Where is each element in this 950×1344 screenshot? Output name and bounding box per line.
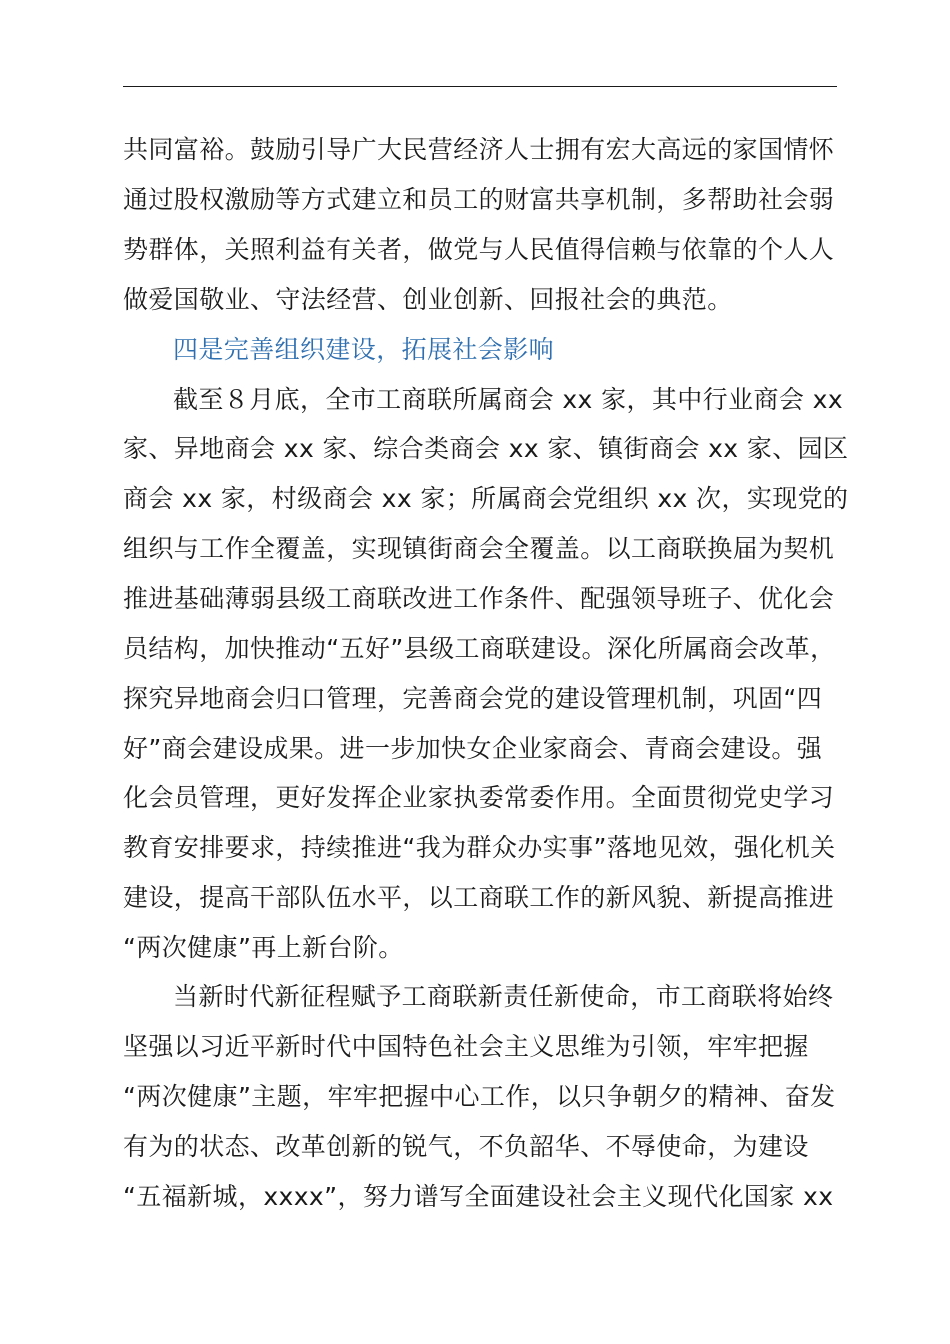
paragraph-line: 坚强以习近平新时代中国特色社会主义思维为引领，牢牢把握 bbox=[123, 1032, 809, 1061]
paragraph-line: 好”商会建设成果。进一步加快女企业家商会、青商会建设。强 bbox=[123, 734, 823, 763]
paragraph-line: 截至８月底，全市工商联所属商会 xx 家，其中行业商会 xx bbox=[173, 385, 844, 414]
paragraph-line: 家、异地商会 xx 家、综合类商会 xx 家、镇街商会 xx 家、园区 bbox=[123, 434, 849, 463]
paragraph-line: 化会员管理，更好发挥企业家执委常委作用。全面贯彻党史学习 bbox=[123, 783, 835, 812]
paragraph-line: 组织与工作全覆盖，实现镇街商会全覆盖。以工商联换届为契机 bbox=[123, 534, 835, 563]
paragraph-line: 建设，提高干部队伍水平，以工商联工作的新风貌、新提高推进 bbox=[123, 883, 835, 912]
paragraph-line: 员结构，加快推动“五好”县级工商联建设。深化所属商会改革， bbox=[123, 634, 836, 663]
paragraph-line: 商会 xx 家，村级商会 xx 家；所属商会党组织 xx 次，实现党的 bbox=[123, 484, 849, 513]
section-heading: 四是完善组织建设，拓展社会影响 bbox=[173, 335, 555, 364]
paragraph-line: 有为的状态、改革创新的锐气，不负韶华、不辱使命，为建设 bbox=[123, 1132, 809, 1161]
paragraph-line: 通过股权激励等方式建立和员工的财富共享机制，多帮助社会弱 bbox=[123, 185, 835, 214]
paragraph-line: 探究异地商会归口管理，完善商会党的建设管理机制，巩固“四 bbox=[123, 684, 823, 713]
paragraph-line: 教育安排要求，持续推进“我为群众办实事”落地见效，强化机关 bbox=[123, 833, 836, 862]
paragraph-line: 当新时代新征程赋予工商联新责任新使命，市工商联将始终 bbox=[173, 982, 834, 1011]
paragraph-line: 做爱国敬业、守法经营、创业创新、回报社会的典范。 bbox=[123, 285, 733, 314]
paragraph-line: 势群体，关照利益有关者，做党与人民值得信赖与依靠的个人人 bbox=[123, 235, 835, 264]
paragraph-line: “五福新城，xxxx”，努力谱写全面建设社会主义现代化国家 xx bbox=[123, 1182, 834, 1211]
paragraph-line: “两次健康”再上新台阶。 bbox=[123, 933, 404, 962]
paragraph-line: 共同富裕。鼓励引导广大民营经济人士拥有宏大高远的家国情怀 bbox=[123, 135, 835, 164]
paragraph-line: 推进基础薄弱县级工商联改进工作条件、配强领导班子、优化会 bbox=[123, 584, 835, 613]
header-rule bbox=[123, 86, 837, 87]
paragraph-line: “两次健康”主题，牢牢把握中心工作，以只争朝夕的精神、奋发 bbox=[123, 1082, 836, 1111]
